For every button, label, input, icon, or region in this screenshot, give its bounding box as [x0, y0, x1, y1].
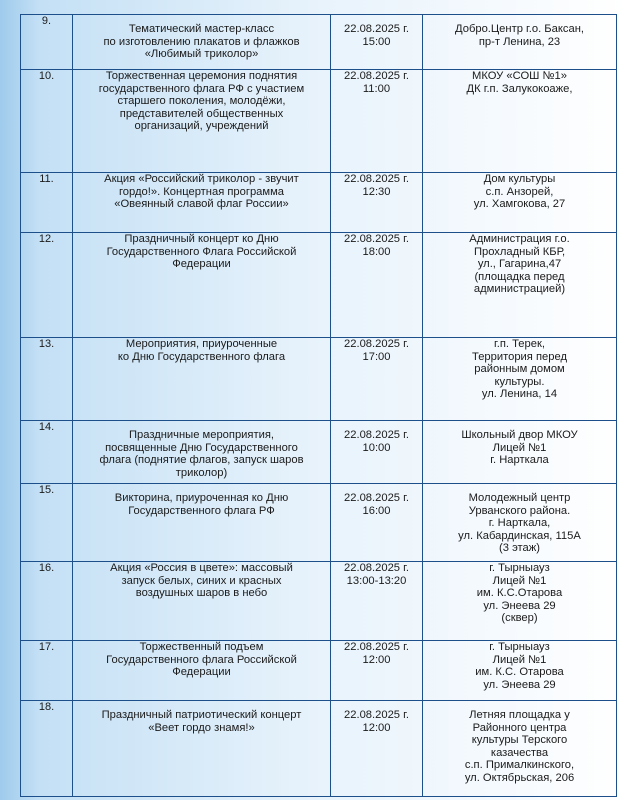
event-name: Праздничный патриотический концерт «Веет гордо знамя!» [73, 701, 331, 797]
event-place: Добро.Центр г.о. Баксан, пр-т Ленина, 23 [423, 15, 617, 70]
event-place: Администрация г.о. Прохладный КБР, ул., Гагарина,47 (площадка перед администрацией) [423, 233, 617, 338]
event-name: Торжественный подъем Государственного флага Российской Федерации [73, 641, 331, 701]
event-place: Летняя площадка у Районного центра культуры Терского казачества с.п. Прималкинского, ул. Октябрьская, 206 [423, 701, 617, 797]
events-table [20, 14, 617, 797]
event-name: Праздничный концерт ко Дню Государственного Флага Российской Федерации [73, 233, 331, 338]
table-row [21, 484, 617, 562]
event-place: Дом культуры с.п. Анзорей, ул. Хамгокова, 27 [423, 173, 617, 233]
table-row [21, 641, 617, 701]
table-row [21, 70, 617, 173]
event-name: Акция «Россия в цвете»: массовый запуск белых, синих и красных воздушных шаров в небо [73, 562, 331, 641]
event-datetime: 22.08.2025 г. 17:00 [331, 338, 423, 421]
table-row [21, 701, 617, 797]
event-datetime: 22.08.2025 г. 16:00 [331, 484, 423, 562]
event-name: Торжественная церемония поднятия государственного флага РФ с участием старшего поколения, молодёжи, представителей общественных организаций, учреждений [73, 70, 331, 173]
event-name: Акция «Российский триколор - звучит гордо!». Концертная программа «Овеянный славой флаг России» [73, 173, 331, 233]
event-datetime: 22.08.2025 г. 12:30 [331, 173, 423, 233]
event-datetime: 22.08.2025 г. 12:00 [331, 641, 423, 701]
table-row [21, 15, 617, 70]
row-number: 13. [21, 338, 73, 421]
table-row [21, 173, 617, 233]
row-number: 15. [21, 484, 73, 562]
event-name: Мероприятия, приуроченные ко Дню Государственного флага [73, 338, 331, 421]
row-number: 18. [21, 701, 73, 797]
event-datetime: 22.08.2025 г. 15:00 [331, 15, 423, 70]
row-number: 12. [21, 233, 73, 338]
row-number: 9. [21, 15, 73, 70]
event-place: г. Тырныауз Лицей №1 им. К.С. Отарова ул. Энеева 29 [423, 641, 617, 701]
table-row [21, 562, 617, 641]
event-place: Школьный двор МКОУ Лицей №1 г. Нарткала [423, 421, 617, 484]
row-number: 16. [21, 562, 73, 641]
event-datetime: 22.08.2025 г. 10:00 [331, 421, 423, 484]
event-name: Праздничные мероприятия, посвященные Дню Государственного флага (поднятие флагов, запуск шаров триколор) [73, 421, 331, 484]
row-number: 10. [21, 70, 73, 173]
event-place: г. Тырныауз Лицей №1 им. К.С.Отарова ул. Энеева 29 (сквер) [423, 562, 617, 641]
event-place: Молодежный центр Урванского района. г. Нарткала, ул. Кабардинская, 115А (3 этаж) [423, 484, 617, 562]
event-datetime: 22.08.2025 г. 11:00 [331, 70, 423, 173]
event-place: г.п. Терек, Территория перед районным домом культуры. ул. Ленина, 14 [423, 338, 617, 421]
event-name: Тематический мастер-класс по изготовлению плакатов и флажков «Любимый триколор» [73, 15, 331, 70]
event-place: МКОУ «СОШ №1» ДК г.п. Залукокоаже, [423, 70, 617, 173]
event-name: Викторина, приуроченная ко Дню Государственного флага РФ [73, 484, 331, 562]
table-row [21, 338, 617, 421]
event-datetime: 22.08.2025 г. 18:00 [331, 233, 423, 338]
event-datetime: 22.08.2025 г. 13:00-13:20 [331, 562, 423, 641]
row-number: 14. [21, 421, 73, 484]
table-row [21, 421, 617, 484]
row-number: 11. [21, 173, 73, 233]
event-datetime: 22.08.2025 г. 12:00 [331, 701, 423, 797]
table-row [21, 233, 617, 338]
row-number: 17. [21, 641, 73, 701]
